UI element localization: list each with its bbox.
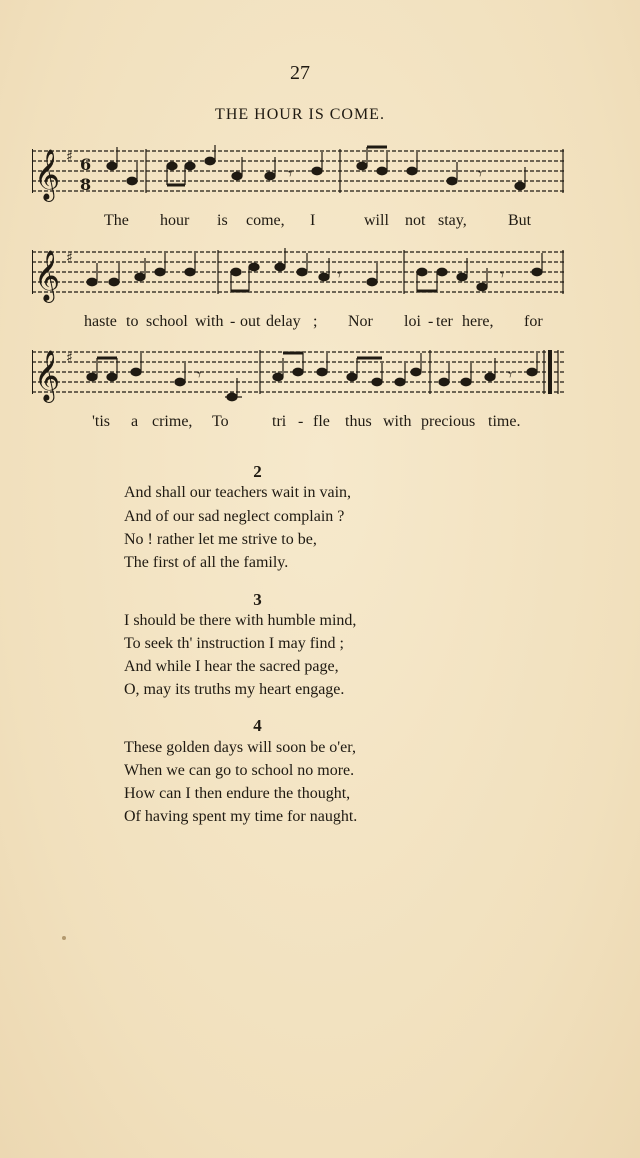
- lyric-syllable: to: [126, 313, 139, 330]
- lyric-syllable: time.: [488, 413, 521, 430]
- svg-text:𝄾: 𝄾: [197, 365, 202, 384]
- lyric-syllable: -: [428, 313, 434, 330]
- verse-line: The first of all the family.: [124, 554, 289, 571]
- lyric-syllable: precious: [421, 413, 476, 430]
- staff-3-notation: [32, 346, 564, 406]
- lyric-syllable: I: [310, 212, 316, 229]
- lyric-syllable: here,: [462, 313, 494, 330]
- sharp-icon: ♯: [66, 149, 73, 165]
- lyric-line-2: [0, 313, 640, 335]
- verse-number: 2: [253, 462, 262, 481]
- treble-clef-icon: 𝄞: [34, 149, 61, 200]
- lyric-syllable: To: [212, 413, 229, 430]
- verse-line: When we can go to school no more.: [124, 762, 355, 779]
- verse-line: No ! rather let me strive to be,: [124, 531, 317, 548]
- lyric-syllable: is: [217, 212, 228, 229]
- lyric-syllable: crime,: [152, 413, 193, 430]
- staff-2-notes: [87, 248, 542, 291]
- verse-line: Of having spent my time for naught.: [124, 808, 358, 825]
- lyric-syllable: with: [383, 413, 412, 430]
- music-staff-2: [32, 246, 564, 306]
- lyric-syllable: But: [508, 212, 532, 229]
- staff-3-notes: [87, 353, 537, 401]
- lyric-syllable: thus: [345, 413, 372, 430]
- lyric-syllable: ;: [313, 313, 318, 330]
- svg-text:𝄾: 𝄾: [288, 164, 293, 183]
- verse-line: I should be there with humble mind,: [124, 612, 357, 629]
- lyric-syllable: Nor: [348, 313, 373, 330]
- lyric-syllable: out: [240, 313, 261, 330]
- lyric-syllable: a: [131, 413, 139, 430]
- sharp-icon: ♯: [66, 250, 73, 266]
- lyric-syllable: hour: [160, 212, 190, 229]
- verse-line: These golden days will soon be o'er,: [124, 739, 356, 756]
- verse-number: 4: [253, 716, 262, 735]
- verse-line: And shall our teachers wait in vain,: [124, 484, 352, 501]
- lyric-line-3: [0, 413, 640, 435]
- lyric-syllable: tri: [272, 413, 287, 430]
- music-staff-3: [32, 346, 564, 406]
- verse-line: To seek th' instruction I may find ;: [124, 635, 344, 652]
- lyric-syllable: 'tis: [92, 413, 110, 430]
- lyric-syllable: loi: [404, 313, 421, 330]
- lyric-syllable: come,: [246, 212, 285, 229]
- lyric-syllable: delay: [266, 313, 301, 330]
- lyric-syllable: with: [195, 313, 224, 330]
- lyric-syllable: not: [405, 212, 426, 229]
- lyric-line-1: [0, 212, 640, 234]
- lyric-syllable: The: [104, 212, 129, 229]
- lyric-syllable: fle: [313, 413, 330, 430]
- verse-line: And while I hear the sacred page,: [124, 658, 339, 675]
- sharp-icon: ♯: [66, 350, 73, 366]
- lyric-syllable: for: [524, 313, 543, 330]
- time-sig-top: 6: [80, 155, 92, 174]
- page-number: 27: [290, 62, 310, 84]
- lyric-syllable: ter: [436, 313, 453, 330]
- lyric-syllable: -: [230, 313, 236, 330]
- hymn-title: THE HOUR IS COME.: [215, 106, 385, 123]
- lyric-syllable: school: [146, 313, 188, 330]
- svg-text:𝄾: 𝄾: [500, 265, 505, 284]
- svg-text:𝄾: 𝄾: [337, 265, 342, 284]
- treble-clef-icon: 𝄞: [34, 350, 61, 401]
- verse-line: How can I then endure the thought,: [124, 785, 351, 802]
- staff-2-notation: [32, 246, 564, 306]
- verse-line: And of our sad neglect complain ?: [124, 508, 345, 525]
- music-staff-1: [32, 145, 564, 205]
- svg-text:𝄾: 𝄾: [478, 164, 483, 183]
- verse-number: 3: [253, 590, 262, 609]
- verse-line: O, may its truths my heart engage.: [124, 681, 345, 698]
- lyric-syllable: haste: [84, 313, 117, 330]
- staff-1-notes: [107, 145, 525, 190]
- svg-text:𝄾: 𝄾: [508, 365, 513, 384]
- time-sig-bottom: 8: [80, 175, 92, 194]
- staff-1-notation: [32, 145, 564, 205]
- lyric-syllable: will: [364, 212, 389, 229]
- treble-clef-icon: 𝄞: [34, 250, 61, 301]
- paper-stain: [62, 936, 66, 940]
- lyric-syllable: stay,: [438, 212, 467, 229]
- lyric-syllable: -: [298, 413, 304, 430]
